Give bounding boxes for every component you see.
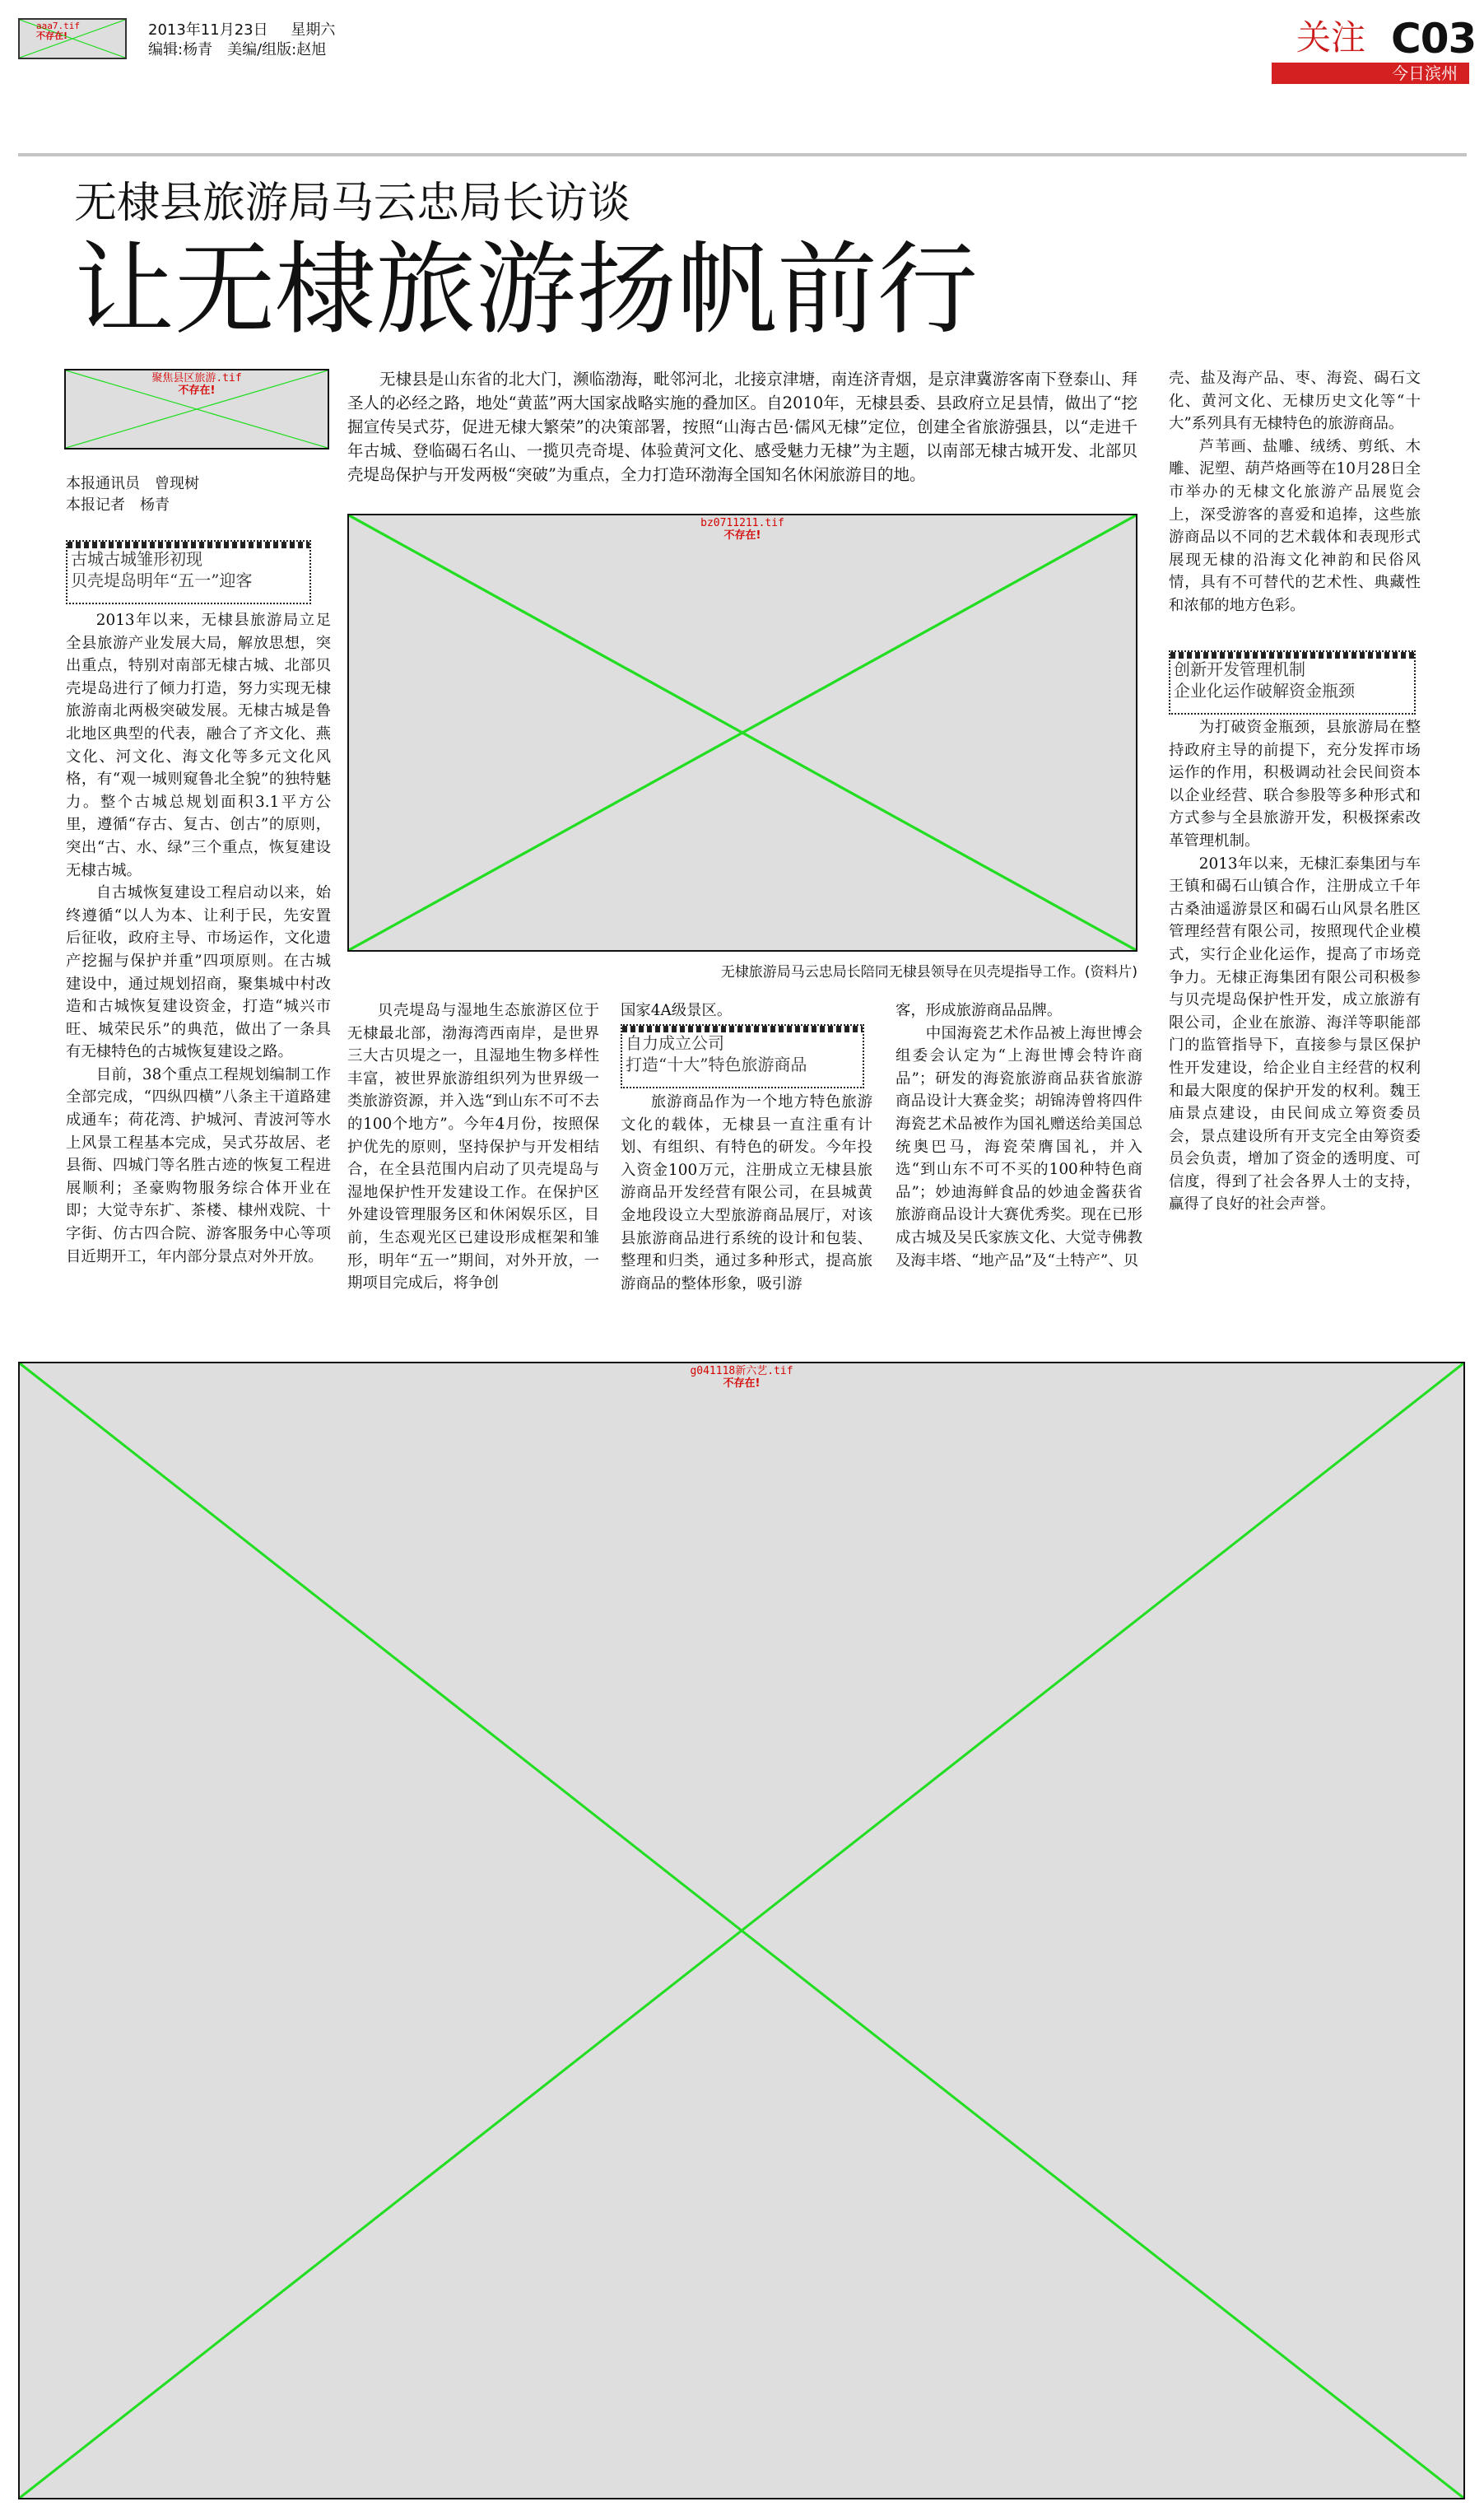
column-3-continued	[621, 1091, 872, 1295]
top-image-missing: 不存在!	[36, 30, 68, 41]
col5-paragraph: 为打破资金瓶颈，县旅游局在整持政府主导的前提下，充分发挥市场运作的作用，积极调动社会民间资本以企业经营、联合参股等多种形式和方式参与全县旅游开发，积极探索改革管理机制。	[1169, 719, 1421, 850]
lead-paragraph	[347, 367, 1137, 487]
photo-caption: 无棣旅游局马云忠局长陪同无棣县领导在贝壳堤指导工作。(资料片)	[720, 964, 1137, 981]
col3-paragraph: 国家4A级景区。	[621, 1002, 733, 1019]
bottom-image-filename: g041118新六艺.tif	[690, 1365, 793, 1377]
top-image-filename: aaa7.tif	[36, 21, 80, 31]
col1-paragraph: 目前，38个重点工程规划编制工作全部完成，“四纵四横”八条主干道路建成通车；荷花湾、护城河、青波河等水上风景工程基本完成，吴式芬故居、老县衙、四城门等名胜古迹的恢复工程进展顺利；圣豪购物服务综合体开业在即；大觉寺东扩、茶楼、棣州戏院、十字街、仿古四合院、游客服务中心等项目近期开工，年内部分景点对外开放。	[66, 1065, 331, 1265]
col4-paragraph: 中国海瓷艺术作品被上海世博会组委会认定为“上海世博会特许商品”；研发的海瓷旅游商品获省旅游商品设计大赛金奖；胡锦涛曾将四件海瓷艺术品被作为国礼赠送给美国总统奥巴马，海瓷荣膺国礼，并入选“到山东不可不买的100种特色商品”；妙迪海鲜食品的妙迪金酱获省旅游商品设计大赛优秀奖。现在已形成古城及吴氏家族文化、大觉寺佛教及海丰塔、“地产品”及“土特产”、贝	[896, 1024, 1142, 1269]
bottom-ad-placeholder	[18, 1362, 1465, 2499]
section-logo-placeholder	[64, 369, 329, 450]
article-kicker: 无棣县旅游局马云忠局长访谈	[74, 179, 631, 228]
issue-date	[148, 21, 335, 40]
byline-reporter: 本报记者 杨青	[66, 496, 170, 514]
subheading-old-city-line1: 古城古城雏形初现	[71, 549, 202, 569]
column-4	[896, 999, 1142, 1272]
subheading-old-city-line2: 贝壳堤岛明年“五一”迎客	[71, 571, 253, 590]
article-headline: 让无棣旅游扬帆前行	[74, 231, 978, 348]
subheading-old-city	[66, 540, 311, 604]
bottom-image-missing: 不存在!	[723, 1377, 761, 1390]
byline-correspondent: 本报通讯员 曾现树	[66, 475, 199, 492]
photo-filename: bz0711211.tif	[700, 517, 784, 529]
main-photo-placeholder	[347, 514, 1137, 952]
logo-filename: 聚焦县区旅游.tif	[151, 372, 242, 384]
subheading-mechanism-line2: 企业化运作破解资金瓶颈	[1174, 681, 1355, 701]
col5-paragraph: 2013年以来，无棣汇泰集团与车王镇和碣石山镇合作，注册成立千年古桑油遥游景区和碣石山风景名胜区管理经营有限公司，按照现代企业模式，实行企业化运作，提高了市场竞争力。无棣正海集团有限公司积极参与贝壳堤岛保护性开发，成立旅游有限公司，企业在旅游、海洋等职能部门的监管指导下，直接参与景区保护性开发建设，给企业自主经营的权利和最大限度的保护开发的权利。魏王庙景点建设，由民间成立筹资委员会，景点建设所有开支完全由筹资委员会负责，增加了资金的透明度、可信度，得到了社会各界人士的支持，赢得了良好的社会声誉。	[1169, 855, 1421, 1214]
weekday: 星期六	[291, 21, 336, 39]
lead-text: 无棣县是山东省的北大门，濒临渤海，毗邻河北，北接京津塘，南连济青烟，是京津冀游客南下登泰山、拜圣人的必经之路，地处“黄蓝”两大国家战略实施的叠加区。自2010年，无棣县委、县政府立足县情，做出了“挖掘宣传吴式芬，促进无棣大繁荣”的决策部署，按照“山海古邑·儒风无棣”定位，创建全省旅游强县，以“走进千年古城、登临碣石名山、一揽贝壳奇堤、体验黄河文化、感受魅力无棣”为主题，以南部无棣古城开发、北部贝壳堤岛保护与开发两极“突破”为重点，全力打造环渤海全国知名休闲旅游目的地。	[347, 370, 1137, 484]
column-3	[621, 999, 872, 1023]
col3-paragraph: 旅游商品作为一个地方特色旅游文化的载体，无棣县一直注重有计划、有组织、有特色的研发。今年投入资金100万元，注册成立无棣县旅游商品开发经营有限公司，在县城黄金地段设立大型旅游商品展厅，对该县旅游商品进行系统的设计和包装、整理和归类，通过多种形式，提高旅游商品的整体形象，吸引游	[621, 1093, 872, 1293]
editor-credits: 编辑:杨青 美编/组版:赵旭	[148, 41, 327, 58]
header-rule	[18, 153, 1467, 156]
subheading-company-line2: 打造“十大”特色旅游商品	[626, 1055, 807, 1074]
col5-paragraph: 壳、盐及海产品、枣、海瓷、碣石文化、黄河文化、无棣历史文化等“十大”系列具有无棣特色的旅游商品。	[1169, 370, 1421, 433]
subheading-mechanism	[1169, 650, 1416, 715]
section-name: 关注	[1296, 17, 1366, 58]
subheading-company	[621, 1024, 864, 1088]
top-left-image-placeholder	[18, 18, 127, 59]
col4-paragraph: 客，形成旅游商品品牌。	[896, 1002, 1063, 1019]
col1-paragraph: 自古城恢复建设工程启动以来，始终遵循“以人为本、让利于民，先安置后征收，政府主导、市场运作，文化遗产挖掘与保护并重”四项原则。在古城建设中，通过规划招商，聚集城中村改造和古城恢复建设资金，打造“城兴市旺、城荣民乐”的典范，做出了一条具有无棣特色的古城恢复建设之路。	[66, 884, 331, 1061]
paper-name: 今日滨州	[1392, 63, 1458, 83]
subheading-mechanism-line1: 创新开发管理机制	[1174, 659, 1305, 679]
col2-paragraph: 贝壳堤岛与湿地生态旅游区位于无棣最北部，渤海湾西南岸，是世界三大古贝堤之一，且湿地生物多样性丰富，被世界旅游组织列为世界级一类旅游资源，并入选“到山东不可不去的100个地方”。今年4月份，按照保护优先的原则，坚持保护与开发相结合，在全县范围内启动了贝壳堤岛与湿地保护性开发建设工作。在保护区外建设管理服务区和休闲娱乐区，目前，生态观光区已建设形成框架和雏形，明年“五一”期间，对外开放，一期项目完成后，将争创	[347, 1002, 599, 1293]
column-1	[66, 609, 331, 1268]
column-5	[1169, 367, 1421, 617]
photo-missing: 不存在!	[723, 529, 761, 542]
subheading-company-line1: 自力成立公司	[626, 1033, 724, 1053]
col1-paragraph: 2013年以来，无棣县旅游局立足全县旅游产业发展大局，解放思想，突出重点，特别对南部无棣古城、北部贝壳堤岛进行了倾力打造，努力实现无棣旅游南北两极突破发展。无棣古城是鲁北地区典型的代表，融合了齐文化、燕文化、河文化、海文化等多元文化风格，有“观一城则窥鲁北全貌”的独特魅力。整个古城总规划面积3.1平方公里，遵循“存古、复古、创古”的原则，突出“古、水、绿”三个重点，恢复建设无棣古城。	[66, 612, 331, 879]
column-5-continued	[1169, 716, 1421, 1216]
date: 2013年11月23日	[148, 21, 268, 39]
column-2	[347, 999, 599, 1295]
logo-missing: 不存在!	[178, 384, 216, 397]
col5-paragraph: 芦苇画、盐雕、绒绣、剪纸、木雕、泥塑、葫芦烙画等在10月28日全市举办的无棣文化旅游产品展览会上，深受游客的喜爱和追捧，这些旅游商品以不同的艺术载体和表现形式展现无棣的沿海文化神韵和民俗风情，具有不可替代的艺术性、典藏性和浓郁的地方色彩。	[1169, 437, 1421, 614]
page-code: C03	[1391, 15, 1477, 63]
